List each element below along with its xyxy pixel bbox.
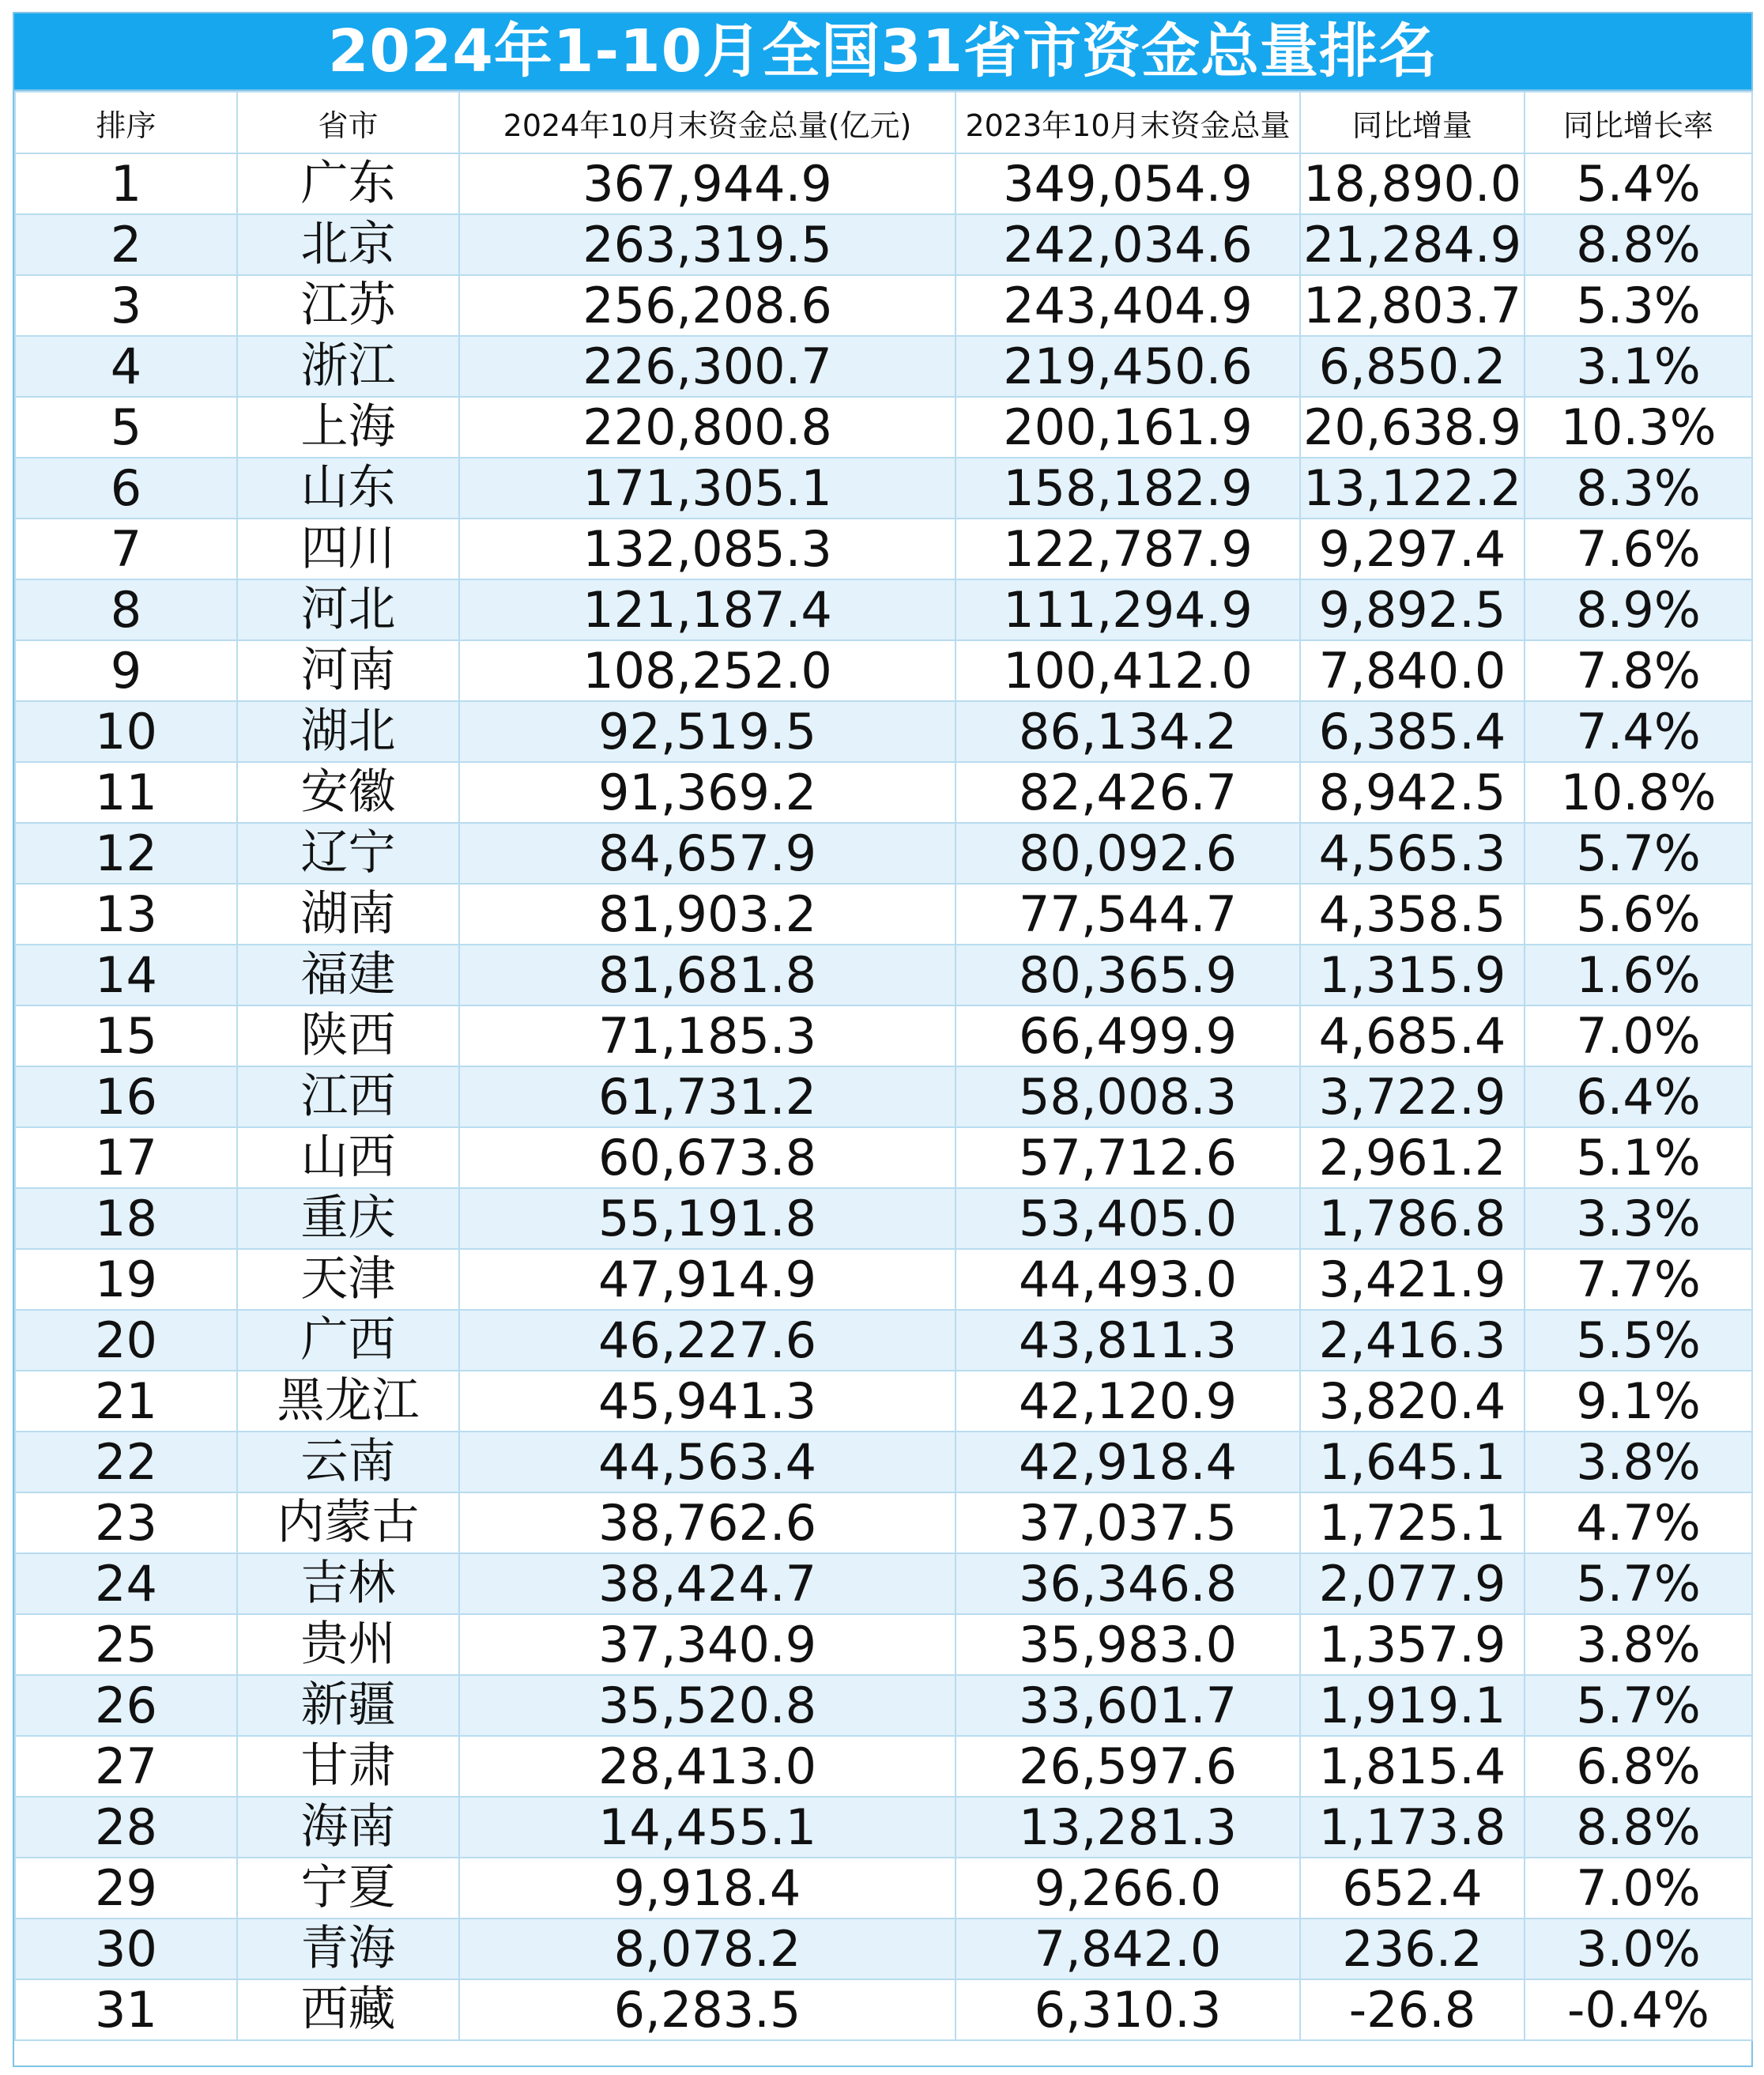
total-2024-cell: 46,227.6 [459, 1310, 956, 1371]
total-2023-cell: 13,281.3 [956, 1797, 1300, 1858]
table-row [15, 1005, 1752, 1066]
yoy-increase-cell: 1,815.4 [1300, 1736, 1525, 1797]
total-2023-cell: 7,842.0 [956, 1918, 1300, 1979]
yoy-increase-cell: 3,820.4 [1300, 1371, 1525, 1432]
total-2024-cell: 121,187.4 [459, 579, 956, 640]
yoy-increase-cell: 4,565.3 [1300, 823, 1525, 884]
rank-cell: 28 [15, 1797, 237, 1858]
table-row [15, 1675, 1752, 1736]
yoy-growth-rate-cell: 5.1% [1525, 1127, 1752, 1188]
total-2023-cell: 35,983.0 [956, 1614, 1300, 1675]
table-row [15, 640, 1752, 701]
total-2023-cell: 42,120.9 [956, 1371, 1300, 1432]
total-2024-cell: 263,319.5 [459, 214, 956, 275]
table-row [15, 1553, 1752, 1614]
table-row [15, 823, 1752, 884]
total-2024-cell: 84,657.9 [459, 823, 956, 884]
yoy-increase-cell: 3,421.9 [1300, 1249, 1525, 1310]
province-cell: 湖北 [237, 701, 459, 762]
total-2023-cell: 26,597.6 [956, 1736, 1300, 1797]
total-2023-cell: 36,346.8 [956, 1553, 1300, 1614]
rank-cell: 14 [15, 945, 237, 1005]
table-row [15, 458, 1752, 519]
total-2024-cell: 132,085.3 [459, 519, 956, 579]
yoy-growth-rate-cell: 5.7% [1525, 1675, 1752, 1736]
rank-cell: 3 [15, 275, 237, 336]
total-2024-cell: 6,283.5 [459, 1979, 956, 2040]
province-cell: 江西 [237, 1066, 459, 1127]
total-2024-cell: 28,413.0 [459, 1736, 956, 1797]
province-cell: 内蒙古 [237, 1492, 459, 1553]
yoy-growth-rate-cell: 3.1% [1525, 336, 1752, 397]
total-2024-cell: 38,424.7 [459, 1553, 956, 1614]
total-2024-cell: 108,252.0 [459, 640, 956, 701]
total-2024-cell: 45,941.3 [459, 1371, 956, 1432]
province-cell: 上海 [237, 397, 459, 458]
total-2023-cell: 242,034.6 [956, 214, 1300, 275]
yoy-growth-rate-cell: 8.8% [1525, 1797, 1752, 1858]
rank-cell: 16 [15, 1066, 237, 1127]
yoy-growth-rate-cell: 7.0% [1525, 1858, 1752, 1918]
yoy-increase-cell: 1,315.9 [1300, 945, 1525, 1005]
rank-cell: 5 [15, 397, 237, 458]
total-2023-cell: 33,601.7 [956, 1675, 1300, 1736]
rank-cell: 18 [15, 1188, 237, 1249]
total-2024-cell: 91,369.2 [459, 762, 956, 823]
rank-cell: 17 [15, 1127, 237, 1188]
total-2024-cell: 44,563.4 [459, 1432, 956, 1492]
total-2024-cell: 9,918.4 [459, 1858, 956, 1918]
col-header-rank: 排序 [15, 92, 237, 153]
total-2024-cell: 171,305.1 [459, 458, 956, 519]
rank-cell: 24 [15, 1553, 237, 1614]
yoy-increase-cell: 1,786.8 [1300, 1188, 1525, 1249]
yoy-increase-cell: 9,892.5 [1300, 579, 1525, 640]
rank-cell: 8 [15, 579, 237, 640]
yoy-growth-rate-cell: 3.8% [1525, 1432, 1752, 1492]
header-row [15, 92, 1752, 153]
total-2024-cell: 38,762.6 [459, 1492, 956, 1553]
yoy-growth-rate-cell: 10.3% [1525, 397, 1752, 458]
rank-cell: 11 [15, 762, 237, 823]
yoy-growth-rate-cell: 3.3% [1525, 1188, 1752, 1249]
table-row [15, 579, 1752, 640]
rank-cell: 29 [15, 1858, 237, 1918]
total-2024-cell: 35,520.8 [459, 1675, 956, 1736]
table-row [15, 214, 1752, 275]
total-2024-cell: 60,673.8 [459, 1127, 956, 1188]
rank-cell: 10 [15, 701, 237, 762]
total-2024-cell: 256,208.6 [459, 275, 956, 336]
province-cell: 天津 [237, 1249, 459, 1310]
total-2023-cell: 82,426.7 [956, 762, 1300, 823]
total-2024-cell: 226,300.7 [459, 336, 956, 397]
table-row [15, 945, 1752, 1005]
col-header-total-2023: 2023年10月末资金总量 [956, 92, 1300, 153]
table-row [15, 884, 1752, 945]
table-row [15, 1371, 1752, 1432]
rank-cell: 26 [15, 1675, 237, 1736]
total-2024-cell: 55,191.8 [459, 1188, 956, 1249]
province-cell: 浙江 [237, 336, 459, 397]
yoy-growth-rate-cell: 7.0% [1525, 1005, 1752, 1066]
table-row [15, 275, 1752, 336]
rank-cell: 27 [15, 1736, 237, 1797]
yoy-growth-rate-cell: 9.1% [1525, 1371, 1752, 1432]
table-row [15, 1188, 1752, 1249]
yoy-increase-cell: 1,725.1 [1300, 1492, 1525, 1553]
province-cell: 湖南 [237, 884, 459, 945]
rank-cell: 15 [15, 1005, 237, 1066]
rank-cell: 22 [15, 1432, 237, 1492]
table-row [15, 336, 1752, 397]
table-row [15, 1797, 1752, 1858]
yoy-growth-rate-cell: 3.8% [1525, 1614, 1752, 1675]
col-header-yoy-growth-rate: 同比增长率 [1525, 92, 1752, 153]
total-2023-cell: 43,811.3 [956, 1310, 1300, 1371]
province-cell: 安徽 [237, 762, 459, 823]
province-cell: 甘肃 [237, 1736, 459, 1797]
rank-cell: 2 [15, 214, 237, 275]
yoy-growth-rate-cell: 1.6% [1525, 945, 1752, 1005]
yoy-increase-cell: 1,919.1 [1300, 1675, 1525, 1736]
yoy-growth-rate-cell: 7.6% [1525, 519, 1752, 579]
table-row [15, 1918, 1752, 1979]
table-row [15, 1858, 1752, 1918]
yoy-increase-cell: 1,645.1 [1300, 1432, 1525, 1492]
total-2023-cell: 200,161.9 [956, 397, 1300, 458]
province-cell: 广西 [237, 1310, 459, 1371]
yoy-increase-cell: 21,284.9 [1300, 214, 1525, 275]
ranking-table [14, 91, 1753, 2041]
yoy-growth-rate-cell: 5.4% [1525, 153, 1752, 214]
yoy-increase-cell: 18,890.0 [1300, 153, 1525, 214]
total-2023-cell: 243,404.9 [956, 275, 1300, 336]
total-2024-cell: 14,455.1 [459, 1797, 956, 1858]
province-cell: 海南 [237, 1797, 459, 1858]
rank-cell: 1 [15, 153, 237, 214]
province-cell: 重庆 [237, 1188, 459, 1249]
total-2024-cell: 37,340.9 [459, 1614, 956, 1675]
total-2023-cell: 219,450.6 [956, 336, 1300, 397]
table-row [15, 1614, 1752, 1675]
table-row [15, 1979, 1752, 2040]
yoy-growth-rate-cell: -0.4% [1525, 1979, 1752, 2040]
rank-cell: 31 [15, 1979, 237, 2040]
table-row [15, 1249, 1752, 1310]
total-2024-cell: 81,903.2 [459, 884, 956, 945]
yoy-increase-cell: 6,385.4 [1300, 701, 1525, 762]
province-cell: 贵州 [237, 1614, 459, 1675]
rank-cell: 6 [15, 458, 237, 519]
province-cell: 黑龙江 [237, 1371, 459, 1432]
total-2023-cell: 80,365.9 [956, 945, 1300, 1005]
total-2023-cell: 42,918.4 [956, 1432, 1300, 1492]
total-2023-cell: 57,712.6 [956, 1127, 1300, 1188]
col-header-province: 省市 [237, 92, 459, 153]
province-cell: 山西 [237, 1127, 459, 1188]
table-title: 2024年1-10月全国31省市资金总量排名 [14, 13, 1751, 91]
yoy-growth-rate-cell: 5.7% [1525, 1553, 1752, 1614]
province-cell: 新疆 [237, 1675, 459, 1736]
table-row [15, 701, 1752, 762]
yoy-increase-cell: 2,077.9 [1300, 1553, 1525, 1614]
province-cell: 福建 [237, 945, 459, 1005]
rank-cell: 12 [15, 823, 237, 884]
yoy-increase-cell: 652.4 [1300, 1858, 1525, 1918]
total-2024-cell: 367,944.9 [459, 153, 956, 214]
yoy-increase-cell: 9,297.4 [1300, 519, 1525, 579]
table-row [15, 1432, 1752, 1492]
table-row [15, 762, 1752, 823]
yoy-increase-cell: 4,685.4 [1300, 1005, 1525, 1066]
yoy-growth-rate-cell: 7.8% [1525, 640, 1752, 701]
total-2023-cell: 122,787.9 [956, 519, 1300, 579]
yoy-increase-cell: 6,850.2 [1300, 336, 1525, 397]
province-cell: 北京 [237, 214, 459, 275]
province-cell: 江苏 [237, 275, 459, 336]
rank-cell: 20 [15, 1310, 237, 1371]
total-2024-cell: 8,078.2 [459, 1918, 956, 1979]
total-2023-cell: 111,294.9 [956, 579, 1300, 640]
yoy-increase-cell: 1,173.8 [1300, 1797, 1525, 1858]
table-row [15, 1066, 1752, 1127]
yoy-growth-rate-cell: 10.8% [1525, 762, 1752, 823]
total-2024-cell: 61,731.2 [459, 1066, 956, 1127]
yoy-growth-rate-cell: 5.3% [1525, 275, 1752, 336]
yoy-growth-rate-cell: 5.7% [1525, 823, 1752, 884]
total-2023-cell: 37,037.5 [956, 1492, 1300, 1553]
table-row [15, 1310, 1752, 1371]
province-cell: 云南 [237, 1432, 459, 1492]
table-row [15, 397, 1752, 458]
province-cell: 河北 [237, 579, 459, 640]
total-2023-cell: 80,092.6 [956, 823, 1300, 884]
total-2023-cell: 158,182.9 [956, 458, 1300, 519]
total-2024-cell: 47,914.9 [459, 1249, 956, 1310]
ranking-table-frame [13, 12, 1753, 2067]
total-2023-cell: 100,412.0 [956, 640, 1300, 701]
total-2024-cell: 81,681.8 [459, 945, 956, 1005]
total-2023-cell: 53,405.0 [956, 1188, 1300, 1249]
province-cell: 西藏 [237, 1979, 459, 2040]
total-2023-cell: 77,544.7 [956, 884, 1300, 945]
province-cell: 宁夏 [237, 1858, 459, 1918]
yoy-growth-rate-cell: 8.8% [1525, 214, 1752, 275]
province-cell: 四川 [237, 519, 459, 579]
yoy-growth-rate-cell: 5.6% [1525, 884, 1752, 945]
table-row [15, 1736, 1752, 1797]
rank-cell: 13 [15, 884, 237, 945]
total-2023-cell: 86,134.2 [956, 701, 1300, 762]
table-row [15, 519, 1752, 579]
rank-cell: 25 [15, 1614, 237, 1675]
total-2023-cell: 44,493.0 [956, 1249, 1300, 1310]
yoy-increase-cell: 236.2 [1300, 1918, 1525, 1979]
rank-cell: 30 [15, 1918, 237, 1979]
rank-cell: 7 [15, 519, 237, 579]
yoy-growth-rate-cell: 8.9% [1525, 579, 1752, 640]
yoy-growth-rate-cell: 8.3% [1525, 458, 1752, 519]
province-cell: 河南 [237, 640, 459, 701]
total-2024-cell: 220,800.8 [459, 397, 956, 458]
total-2023-cell: 66,499.9 [956, 1005, 1300, 1066]
total-2023-cell: 6,310.3 [956, 1979, 1300, 2040]
yoy-increase-cell: 12,803.7 [1300, 275, 1525, 336]
col-header-total-2024: 2024年10月末资金总量(亿元) [459, 92, 956, 153]
yoy-increase-cell: 2,961.2 [1300, 1127, 1525, 1188]
province-cell: 辽宁 [237, 823, 459, 884]
yoy-increase-cell: 2,416.3 [1300, 1310, 1525, 1371]
yoy-growth-rate-cell: 4.7% [1525, 1492, 1752, 1553]
table-row [15, 1127, 1752, 1188]
yoy-growth-rate-cell: 3.0% [1525, 1918, 1752, 1979]
province-cell: 吉林 [237, 1553, 459, 1614]
table-row [15, 153, 1752, 214]
yoy-growth-rate-cell: 7.7% [1525, 1249, 1752, 1310]
province-cell: 山东 [237, 458, 459, 519]
province-cell: 陕西 [237, 1005, 459, 1066]
yoy-increase-cell: -26.8 [1300, 1979, 1525, 2040]
total-2023-cell: 9,266.0 [956, 1858, 1300, 1918]
rank-cell: 23 [15, 1492, 237, 1553]
yoy-increase-cell: 13,122.2 [1300, 458, 1525, 519]
yoy-growth-rate-cell: 7.4% [1525, 701, 1752, 762]
province-cell: 青海 [237, 1918, 459, 1979]
rank-cell: 4 [15, 336, 237, 397]
rank-cell: 19 [15, 1249, 237, 1310]
rank-cell: 21 [15, 1371, 237, 1432]
total-2024-cell: 71,185.3 [459, 1005, 956, 1066]
yoy-increase-cell: 1,357.9 [1300, 1614, 1525, 1675]
table-row [15, 1492, 1752, 1553]
total-2023-cell: 58,008.3 [956, 1066, 1300, 1127]
yoy-growth-rate-cell: 6.4% [1525, 1066, 1752, 1127]
yoy-increase-cell: 3,722.9 [1300, 1066, 1525, 1127]
yoy-growth-rate-cell: 6.8% [1525, 1736, 1752, 1797]
yoy-growth-rate-cell: 5.5% [1525, 1310, 1752, 1371]
yoy-increase-cell: 20,638.9 [1300, 397, 1525, 458]
province-cell: 广东 [237, 153, 459, 214]
total-2024-cell: 92,519.5 [459, 701, 956, 762]
yoy-increase-cell: 7,840.0 [1300, 640, 1525, 701]
total-2023-cell: 349,054.9 [956, 153, 1300, 214]
col-header-yoy-increase: 同比增量 [1300, 92, 1525, 153]
yoy-increase-cell: 4,358.5 [1300, 884, 1525, 945]
yoy-increase-cell: 8,942.5 [1300, 762, 1525, 823]
rank-cell: 9 [15, 640, 237, 701]
